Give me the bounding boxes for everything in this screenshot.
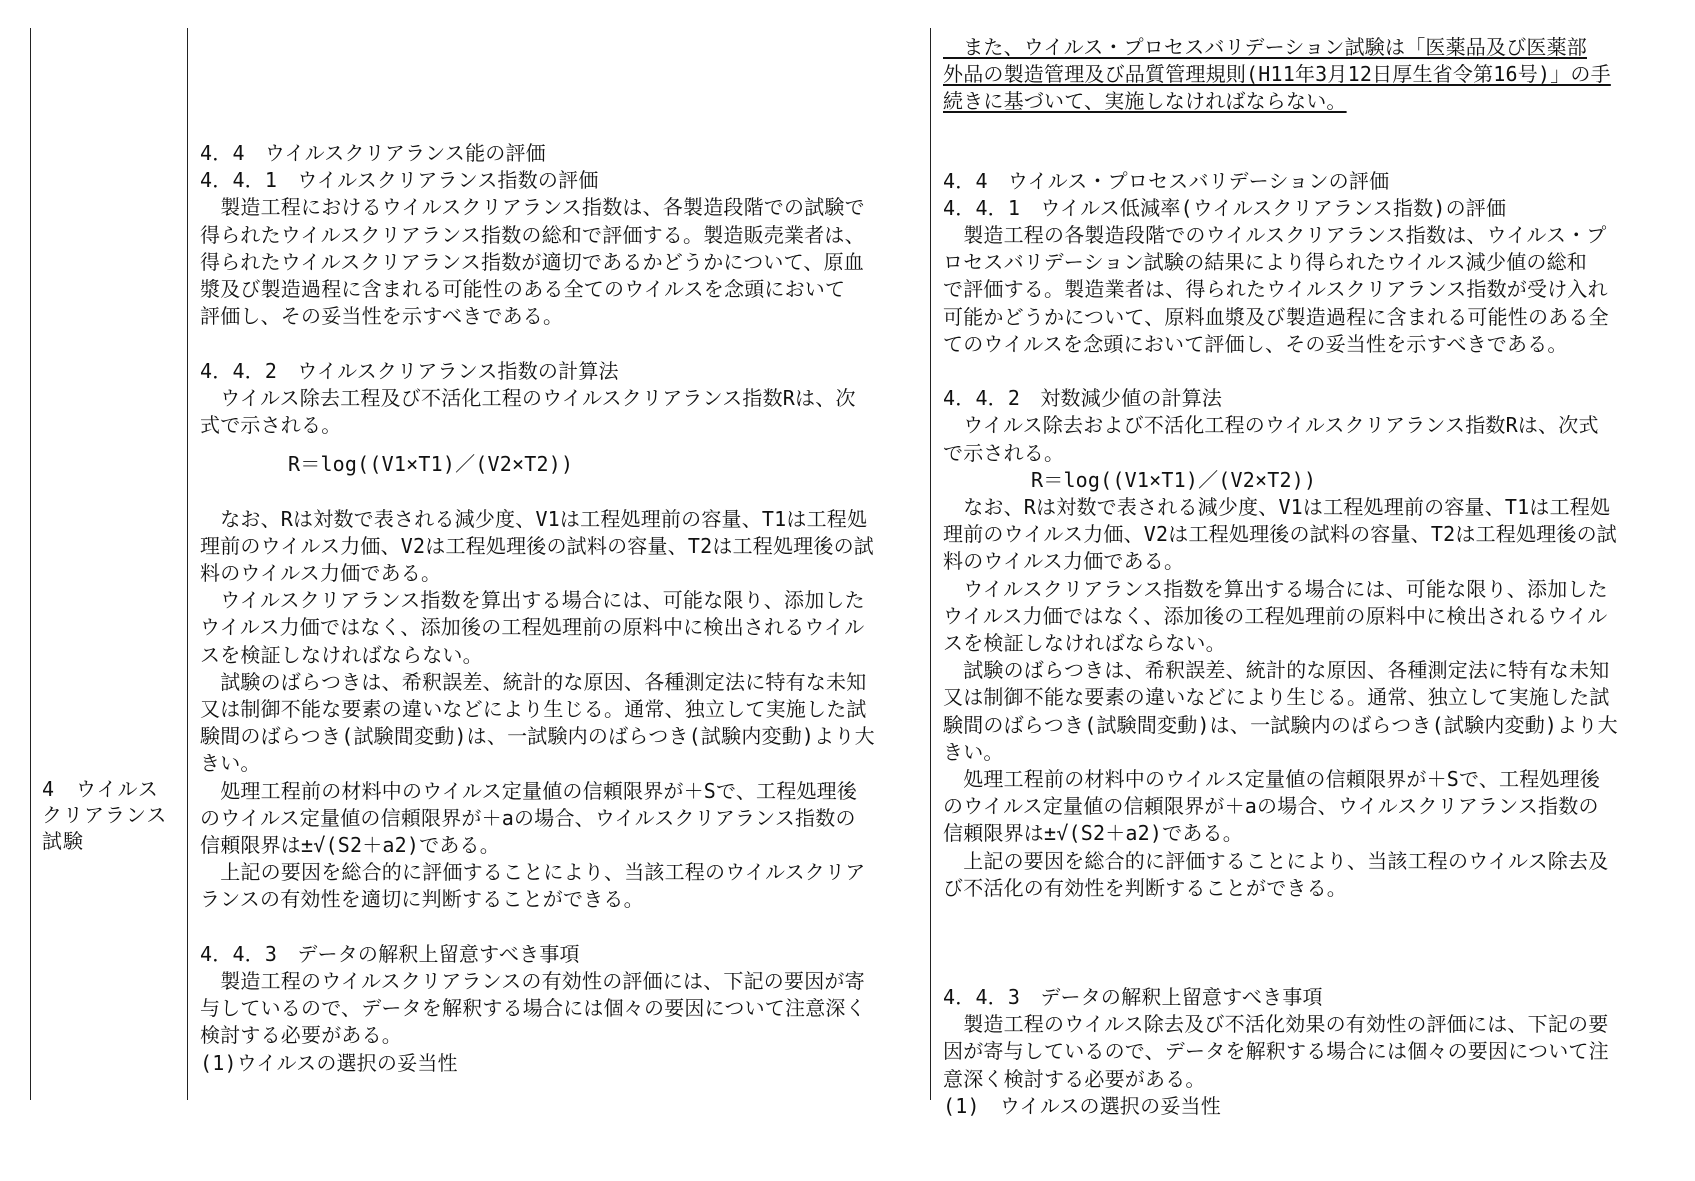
- body-line: 試験のばらつきは、希釈誤差、統計的な原因、各種測定法に特有な未知: [943, 658, 1610, 683]
- body-line: 料のウイルス力価である。: [943, 549, 1185, 574]
- body-line: 料のウイルス力価である。: [200, 561, 442, 586]
- section-heading: 4．4 ウイルスクリアランス能の評価: [200, 141, 546, 165]
- body-line: 験間のばらつき(試験間変動)は、一試験内のばらつき(試験内変動)より大: [200, 724, 875, 749]
- body-line: 得られたウイルスクリアランス指数が適切であるかどうかについて、原血: [200, 249, 864, 274]
- body-line: 因が寄与しているので、データを解釈する場合には個々の要因について注: [943, 1039, 1609, 1064]
- body-line: ウイルス力価ではなく、添加後の工程処理前の原料中に検出されるウイル: [943, 603, 1608, 628]
- body-line: (1)ウイルスの選択の妥当性: [200, 1050, 458, 1075]
- body-line: てのウイルスを念頭において評価し、その妥当性を示すべきである。: [943, 331, 1568, 356]
- body-line: 験間のばらつき(試験間変動)は、一試験内のばらつき(試験内変動)より大: [943, 712, 1618, 737]
- section-heading: 4．4．2 ウイルスクリアランス指数の計算法: [200, 358, 619, 383]
- body-line: 処理工程前の材料中のウイルス定量値の信頼限界が＋Sで、工程処理後: [200, 778, 858, 803]
- body-line: きい。: [943, 739, 1004, 764]
- body-line: なお、Rは対数で表される減少度、V1は工程処理前の容量、T1は工程処: [943, 495, 1611, 520]
- section-heading: 4．4 ウイルス・プロセスバリデーションの評価: [943, 168, 1390, 193]
- section-heading: 4．4．3 データの解釈上留意すべき事項: [943, 985, 1323, 1010]
- body-line: で評価する。製造業者は、得られたウイルスクリアランス指数が受け入れ: [943, 277, 1608, 302]
- body-line: のウイルス定量値の信頼限界が＋aの場合、ウイルスクリアランス指数の: [943, 794, 1599, 819]
- body-line: 上記の要因を総合的に評価することにより、当該工程のウイルスクリア: [200, 860, 866, 885]
- row-label: [42, 776, 182, 854]
- body-line: 製造工程におけるウイルスクリアランス指数は、各製造段階での試験で: [200, 195, 865, 220]
- body-line: 又は制御不能な要素の違いなどにより生じる。通常、独立して実施した試: [943, 685, 1610, 710]
- body-line: 可能かどうかについて、原料血漿及び製造過程に含まれる可能性のある全: [943, 304, 1609, 329]
- body-line: なお、Rは対数で表される減少度、V1は工程処理前の容量、T1は工程処: [200, 506, 868, 531]
- body-line: 信頼限界は±√(S2＋a2)である。: [943, 821, 1243, 846]
- body-line: ウイルス力価ではなく、添加後の工程処理前の原料中に検出されるウイル: [200, 615, 865, 640]
- body-line: ロセスバリデーション試験の結果により得られたウイルス減少値の総和: [943, 250, 1587, 275]
- section-heading: 4．4．1 ウイルス低減率(ウイルスクリアランス指数)の評価: [943, 195, 1507, 220]
- section-heading: 4．4．2 対数減少値の計算法: [943, 386, 1223, 411]
- body-line: (1) ウイルスの選択の妥当性: [943, 1093, 1221, 1118]
- body-line: 上記の要因を総合的に評価することにより、当該工程のウイルス除去及: [943, 848, 1609, 873]
- body-line: 製造工程の各製造段階でのウイルスクリアランス指数は、ウイルス・プ: [943, 223, 1607, 248]
- row-label-line: クリアランス: [42, 803, 168, 827]
- body-line: 製造工程のウイルスクリアランスの有効性の評価には、下記の要因が寄: [200, 969, 865, 994]
- left-column: [200, 140, 875, 1077]
- body-line: のウイルス定量値の信頼限界が＋aの場合、ウイルスクリアランス指数の: [200, 805, 856, 830]
- body-line: 理前のウイルス力価、V2は工程処理後の試料の容量、T2は工程処理後の試: [943, 522, 1617, 547]
- body-line: 漿及び製造過程に含まれる可能性のある全てのウイルスを念頭において: [200, 277, 846, 302]
- body-line: 製造工程のウイルス除去及び不活化効果の有効性の評価には、下記の要: [943, 1012, 1609, 1037]
- body-line: 信頼限界は±√(S2＋a2)である。: [200, 833, 500, 858]
- body-line: ウイルス除去工程及び不活化工程のウイルスクリアランス指数Rは、次: [200, 385, 856, 410]
- intro-line: また、ウイルス・プロセスバリデーション試験は「医薬品及び医薬部: [943, 35, 1587, 59]
- body-line: 処理工程前の材料中のウイルス定量値の信頼限界が＋Sで、工程処理後: [943, 767, 1601, 792]
- body-line: スを検証しなければならない。: [943, 631, 1226, 656]
- body-line: 理前のウイルス力価、V2は工程処理後の試料の容量、T2は工程処理後の試: [200, 533, 874, 558]
- row-label-line: 試験: [42, 829, 84, 853]
- body-line: 得られたウイルスクリアランス指数の総和で評価する。製造販売業者は、: [200, 222, 865, 247]
- formula: R＝log((V1×T1)／(V2×T2)): [1031, 467, 1317, 492]
- body-line: ウイルスクリアランス指数を算出する場合には、可能な限り、添加した: [943, 576, 1608, 601]
- intro-line: 続きに基づいて、実施しなければならない。: [943, 89, 1347, 114]
- body-line: び不活化の有効性を判断することができる。: [943, 875, 1347, 900]
- body-line: 検討する必要がある。: [200, 1023, 402, 1048]
- body-line: ランスの有効性を適切に判断することができる。: [200, 887, 644, 912]
- formula: R＝log((V1×T1)／(V2×T2)): [288, 452, 574, 477]
- body-line: 又は制御不能な要素の違いなどにより生じる。通常、独立して実施した試: [200, 697, 867, 722]
- intro-line: 外品の製造管理及び品質管理規則(H11年3月12日厚生省令第16号)」の手: [943, 62, 1611, 87]
- column-divider-right: [930, 28, 931, 1100]
- body-line: ウイルス除去および不活化工程のウイルスクリアランス指数Rは、次式: [943, 413, 1599, 438]
- body-line: 評価し、その妥当性を示すべきである。: [200, 304, 564, 329]
- section-heading: 4．4．1 ウイルスクリアランス指数の評価: [200, 168, 599, 193]
- body-line: きい。: [200, 751, 261, 776]
- body-line: スを検証しなければならない。: [200, 642, 483, 667]
- column-divider-left: [30, 28, 31, 1100]
- section-heading: 4．4．3 データの解釈上留意すべき事項: [200, 941, 580, 966]
- body-line: で示される。: [943, 440, 1065, 465]
- body-line: 与しているので、データを解釈する場合には個々の要因について注意深く: [200, 996, 866, 1021]
- body-line: ウイルスクリアランス指数を算出する場合には、可能な限り、添加した: [200, 588, 865, 613]
- column-divider-middle: [187, 28, 188, 1100]
- row-label-line: 4 ウイルス: [42, 777, 159, 801]
- body-line: 式で示される。: [200, 413, 342, 438]
- right-column: [943, 34, 1618, 1120]
- body-line: 意深く検討する必要がある。: [943, 1066, 1206, 1091]
- body-line: 試験のばらつきは、希釈誤差、統計的な原因、各種測定法に特有な未知: [200, 669, 867, 694]
